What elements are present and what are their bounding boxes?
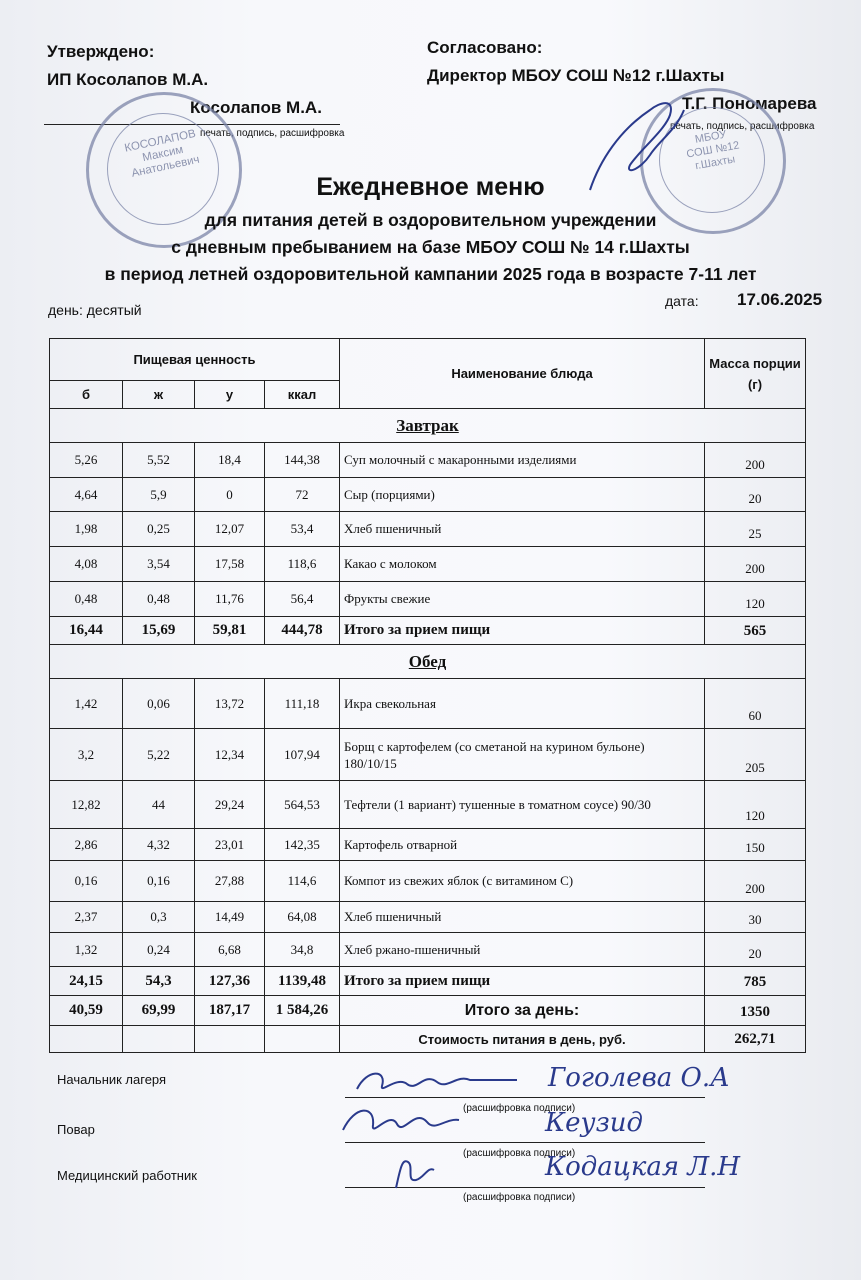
cell-b: 2,37 — [50, 902, 123, 933]
camp-head-signature — [352, 1064, 522, 1100]
cell-u: 187,17 — [195, 996, 265, 1026]
sign-caption-3: (расшифровка подписи) — [463, 1192, 576, 1203]
cell-dish: Хлеб ржано-пшеничный — [340, 933, 705, 967]
date-value: 17.06.2025 — [737, 290, 823, 309]
cell-kcal: 72 — [265, 478, 340, 512]
col-kcal: ккал — [265, 381, 340, 409]
cell-mass: 565 — [705, 617, 806, 645]
cell-kcal: 144,38 — [265, 443, 340, 478]
camp-head-name: Гоголева О.А — [548, 1063, 730, 1093]
cell-kcal: 64,08 — [265, 902, 340, 933]
agreed-signer: Т.Г. Пономарева — [682, 94, 817, 113]
breakfast-section-title: Завтрак — [50, 409, 806, 443]
cost-value: 262,71 — [705, 1026, 806, 1053]
cell-zh: 5,52 — [123, 443, 195, 478]
cell-dish: Картофель отварной — [340, 829, 705, 861]
subtitle-line-2: с дневным пребыванием на базе МБОУ СОШ № 14 г.Шахты — [171, 237, 690, 257]
cell-b: 1,32 — [50, 933, 123, 967]
cell-b: 16,44 — [50, 617, 123, 645]
cell-b: 2,86 — [50, 829, 123, 861]
cell-dish: Компот из свежих яблок (с витамином С) — [340, 861, 705, 902]
table-row — [50, 729, 806, 781]
table-row — [50, 902, 806, 933]
cell-mass: 20 — [705, 933, 806, 967]
cell-dish: Итого за прием пищи — [340, 617, 705, 645]
mass-header: Масса порции (г) — [705, 339, 806, 409]
cell-dish: Итого за прием пищи — [340, 967, 705, 996]
cell-dish: Фрукты свежие — [340, 582, 705, 617]
cell-u: 29,24 — [195, 781, 265, 829]
table-header-row — [50, 339, 806, 381]
cell-u: 11,76 — [195, 582, 265, 617]
cell-dish: Итого за день: — [340, 996, 705, 1026]
cell-kcal: 111,18 — [265, 679, 340, 729]
cell-u: 12,07 — [195, 512, 265, 547]
table-row — [50, 829, 806, 861]
cook-signature — [335, 1100, 465, 1142]
cell-dish: Суп молочный с макаронными изделиями — [340, 443, 705, 478]
subtitle-line-1: для питания детей в оздоровительном учреждении — [204, 210, 657, 230]
cell-mass: 150 — [705, 829, 806, 861]
cell-kcal: 114,6 — [265, 861, 340, 902]
cell-u: 127,36 — [195, 967, 265, 996]
sign-line-2 — [345, 1142, 705, 1143]
cell-zh: 0,25 — [123, 512, 195, 547]
cell-b: 12,82 — [50, 781, 123, 829]
cell-mass: 1350 — [705, 996, 806, 1026]
cell-zh: 69,99 — [123, 996, 195, 1026]
cell-zh: 0,48 — [123, 582, 195, 617]
cell-mass: 785 — [705, 967, 806, 996]
agreed-heading: Согласовано: — [427, 38, 543, 57]
cell-dish: Тефтели (1 вариант) тушенные в томатном соусе) 90/30 — [340, 781, 705, 829]
cell-dish: Какао с молоком — [340, 547, 705, 582]
table-row — [50, 547, 806, 582]
dish-header: Наименование блюда — [340, 339, 705, 409]
cell-kcal: 53,4 — [265, 512, 340, 547]
cook-name: Кеузид — [545, 1108, 643, 1138]
col-protein: б — [50, 381, 123, 409]
cell-mass: 20 — [705, 478, 806, 512]
day-label: день: десятый — [48, 302, 142, 318]
cell-mass: 120 — [705, 781, 806, 829]
cell-zh: 3,54 — [123, 547, 195, 582]
role-camp-head: Начальник лагеря — [57, 1072, 167, 1087]
cell-b: 5,26 — [50, 443, 123, 478]
cell-u: 12,34 — [195, 729, 265, 781]
cell-mass: 30 — [705, 902, 806, 933]
cell-kcal: 142,35 — [265, 829, 340, 861]
table-row — [50, 679, 806, 729]
cell-u: 18,4 — [195, 443, 265, 478]
approved-stamp-text: КОСОЛАПОВ Максим Анатольевич — [123, 127, 201, 180]
medic-signature — [388, 1152, 438, 1192]
cost-label: Стоимость питания в день, руб. — [340, 1026, 705, 1053]
cell-zh: 5,9 — [123, 478, 195, 512]
cell-zh: 54,3 — [123, 967, 195, 996]
cell-zh: 4,32 — [123, 829, 195, 861]
col-carbs: у — [195, 381, 265, 409]
cell-kcal: 1139,48 — [265, 967, 340, 996]
cell-u: 14,49 — [195, 902, 265, 933]
cell-kcal: 34,8 — [265, 933, 340, 967]
subtitle-line-3: в период летней оздоровительной кампании 2025 года в возрасте 7-11 лет — [104, 264, 757, 284]
cell-zh: 0,16 — [123, 861, 195, 902]
role-medic: Медицинский работник — [57, 1168, 197, 1183]
approved-org: ИП Косолапов М.А. — [47, 70, 209, 89]
cell-kcal: 564,53 — [265, 781, 340, 829]
cell-b: 0,16 — [50, 861, 123, 902]
cell-mass: 200 — [705, 861, 806, 902]
cost-row — [50, 1026, 806, 1053]
cell-b: 4,64 — [50, 478, 123, 512]
role-cook: Повар — [57, 1122, 95, 1137]
cell-kcal: 444,78 — [265, 617, 340, 645]
col-fat: ж — [123, 381, 195, 409]
cell-zh: 15,69 — [123, 617, 195, 645]
cell-mass: 120 — [705, 582, 806, 617]
cell-zh: 0,24 — [123, 933, 195, 967]
lunch-total-row — [50, 967, 806, 996]
cell-kcal: 118,6 — [265, 547, 340, 582]
nutrition-header: Пищевая ценность — [50, 339, 340, 381]
agreed-position: Директор МБОУ СОШ №12 г.Шахты — [427, 66, 725, 85]
day-total-row — [50, 996, 806, 1026]
cell-b: 24,15 — [50, 967, 123, 996]
agreed-stamp-text: МБОУ СОШ №12 г.Шахты — [685, 128, 741, 173]
cell-dish: Хлеб пшеничный — [340, 902, 705, 933]
cell-kcal: 107,94 — [265, 729, 340, 781]
cell-zh: 44 — [123, 781, 195, 829]
cell-u: 6,68 — [195, 933, 265, 967]
cell-u: 17,58 — [195, 547, 265, 582]
lunch-section-title: Обед — [50, 645, 806, 679]
cell-b: 3,2 — [50, 729, 123, 781]
cell-mass: 200 — [705, 443, 806, 478]
table-row — [50, 582, 806, 617]
table-row — [50, 781, 806, 829]
cell-zh: 0,06 — [123, 679, 195, 729]
table-row — [50, 933, 806, 967]
cell-zh: 5,22 — [123, 729, 195, 781]
cell-kcal: 1 584,26 — [265, 996, 340, 1026]
cell-b: 1,98 — [50, 512, 123, 547]
menu-table — [49, 338, 806, 1053]
approved-heading: Утверждено: — [47, 42, 155, 61]
cell-zh: 0,3 — [123, 902, 195, 933]
page-title: Ежедневное меню — [316, 173, 545, 201]
breakfast-total-row — [50, 617, 806, 645]
cell-b: 0,48 — [50, 582, 123, 617]
cell-mass: 205 — [705, 729, 806, 781]
medic-name: Кодацкая Л.Н — [545, 1152, 741, 1182]
cell-b: 1,42 — [50, 679, 123, 729]
cell-u: 59,81 — [195, 617, 265, 645]
cell-dish: Борщ с картофелем (со сметаной на курином бульоне) 180/10/15 — [340, 729, 705, 781]
sign-caption-1: (расшифровка подписи) — [463, 1103, 576, 1114]
cell-dish: Икра свекольная — [340, 679, 705, 729]
sign-caption-2: (расшифровка подписи) — [463, 1148, 576, 1159]
cell-mass: 200 — [705, 547, 806, 582]
cell-b: 4,08 — [50, 547, 123, 582]
approved-caption: печать, подпись, расшифровка — [200, 128, 345, 139]
cell-u: 13,72 — [195, 679, 265, 729]
table-row — [50, 478, 806, 512]
table-row — [50, 512, 806, 547]
agreed-caption: печать, подпись, расшифровка — [670, 121, 815, 132]
table-row — [50, 861, 806, 902]
cell-kcal: 56,4 — [265, 582, 340, 617]
cell-u: 23,01 — [195, 829, 265, 861]
cell-u: 27,88 — [195, 861, 265, 902]
cell-mass: 60 — [705, 679, 806, 729]
cell-dish: Сыр (порциями) — [340, 478, 705, 512]
table-row — [50, 443, 806, 478]
cell-mass: 25 — [705, 512, 806, 547]
cell-dish: Хлеб пшеничный — [340, 512, 705, 547]
cell-b: 40,59 — [50, 996, 123, 1026]
cell-u: 0 — [195, 478, 265, 512]
approved-signer: Косолапов М.А. — [190, 98, 322, 117]
date-label: дата: — [665, 293, 699, 309]
